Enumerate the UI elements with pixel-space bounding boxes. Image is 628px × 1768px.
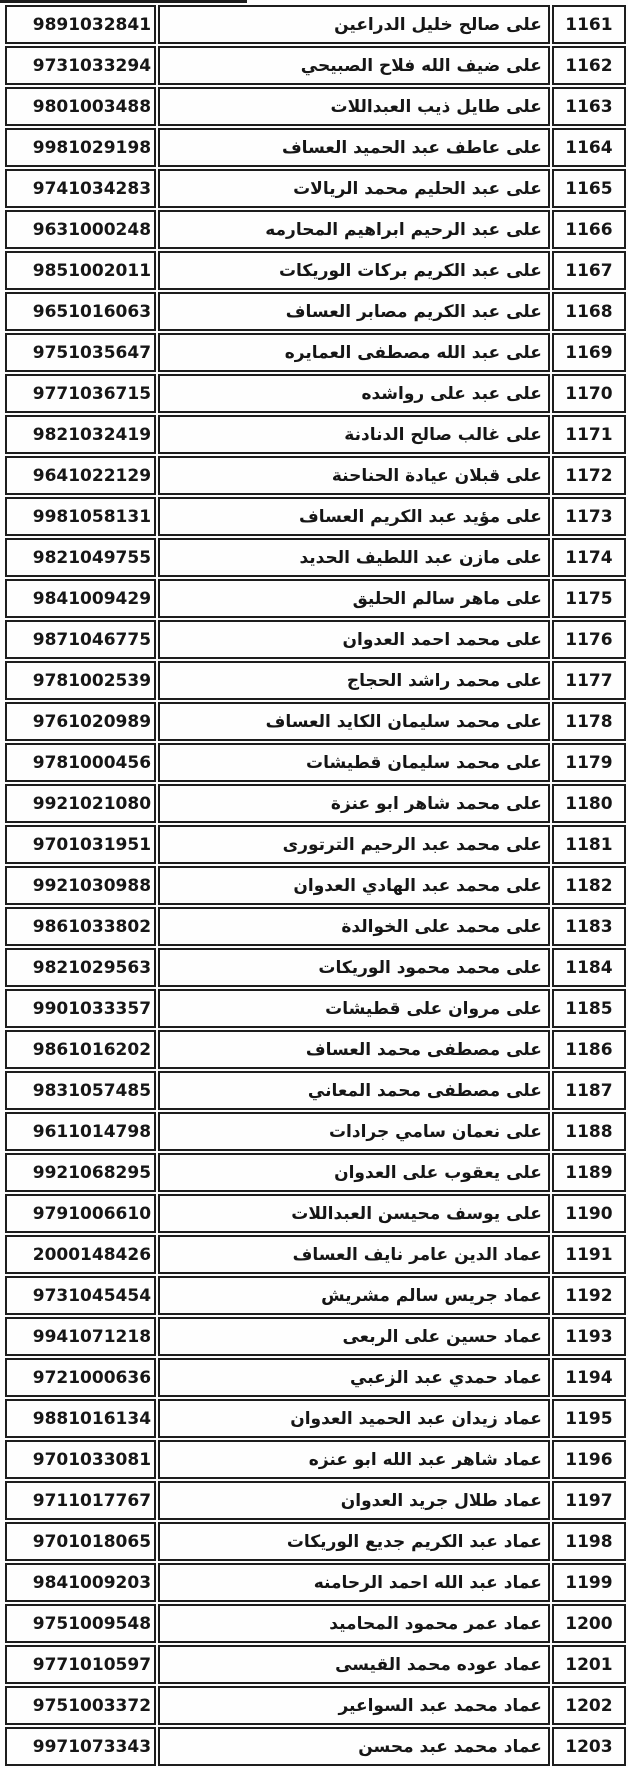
national-id-cell: 9871046775	[5, 620, 156, 659]
name-cell: على محمد شاهر ابو عنزة	[158, 784, 550, 823]
national-id-cell: 9901033357	[5, 989, 156, 1028]
name-cell: عماد محمد عبد السواعير	[158, 1686, 550, 1725]
table-row	[5, 538, 626, 577]
row-number-cell: 1162	[552, 46, 626, 85]
table-row	[5, 497, 626, 536]
table-row	[5, 907, 626, 946]
row-number-cell: 1184	[552, 948, 626, 987]
name-cell: على عبد الكريم بركات الوريكات	[158, 251, 550, 290]
name-cell: على مؤيد عبد الكريم العساف	[158, 497, 550, 536]
name-cell: عماد شاهر عبد الله ابو عنزه	[158, 1440, 550, 1479]
row-number-cell: 1182	[552, 866, 626, 905]
row-number-cell: 1174	[552, 538, 626, 577]
row-number-cell: 1169	[552, 333, 626, 372]
table-row	[5, 948, 626, 987]
national-id-cell: 9731045454	[5, 1276, 156, 1315]
name-cell: عماد حسين على الربعى	[158, 1317, 550, 1356]
national-id-cell: 9841009203	[5, 1563, 156, 1602]
row-number-cell: 1194	[552, 1358, 626, 1397]
table-row	[5, 292, 626, 331]
row-number-cell: 1186	[552, 1030, 626, 1069]
name-cell: على عبد الرحيم ابراهيم المحارمه	[158, 210, 550, 249]
table-row	[5, 1235, 626, 1274]
table-row	[5, 5, 626, 44]
national-id-cell: 9781002539	[5, 661, 156, 700]
table-row	[5, 784, 626, 823]
row-number-cell: 1192	[552, 1276, 626, 1315]
national-id-cell: 2000148426	[5, 1235, 156, 1274]
national-id-cell: 9841009429	[5, 579, 156, 618]
table-row	[5, 1030, 626, 1069]
table-row	[5, 210, 626, 249]
national-id-cell: 9651016063	[5, 292, 156, 331]
table-row	[5, 1727, 626, 1766]
table-row	[5, 866, 626, 905]
table-row	[5, 702, 626, 741]
row-number-cell: 1166	[552, 210, 626, 249]
table-row	[5, 579, 626, 618]
national-id-cell: 9741034283	[5, 169, 156, 208]
name-cell: على مصطفى محمد المعاني	[158, 1071, 550, 1110]
name-cell: على محمد سليمان قطيشات	[158, 743, 550, 782]
name-cell: عماد عبد الله احمد الرحامنه	[158, 1563, 550, 1602]
table-row	[5, 989, 626, 1028]
name-cell: على يعقوب على العدوان	[158, 1153, 550, 1192]
row-number-cell: 1176	[552, 620, 626, 659]
row-number-cell: 1189	[552, 1153, 626, 1192]
table-row	[5, 1153, 626, 1192]
row-number-cell: 1200	[552, 1604, 626, 1643]
row-number-cell: 1167	[552, 251, 626, 290]
national-id-cell: 9981029198	[5, 128, 156, 167]
name-cell: على نعمان سامي جرادات	[158, 1112, 550, 1151]
row-number-cell: 1191	[552, 1235, 626, 1274]
row-number-cell: 1172	[552, 456, 626, 495]
row-number-cell: 1168	[552, 292, 626, 331]
name-cell: عماد عوده محمد القيسى	[158, 1645, 550, 1684]
name-cell: عماد عمر محمود المحاميد	[158, 1604, 550, 1643]
row-number-cell: 1188	[552, 1112, 626, 1151]
roster-table	[3, 3, 628, 1768]
national-id-cell: 9941071218	[5, 1317, 156, 1356]
row-number-cell: 1165	[552, 169, 626, 208]
national-id-cell: 9771010597	[5, 1645, 156, 1684]
table-row	[5, 87, 626, 126]
name-cell: على محمد احمد العدوان	[158, 620, 550, 659]
national-id-cell: 9921068295	[5, 1153, 156, 1192]
name-cell: على مازن عبد اللطيف الحديد	[158, 538, 550, 577]
table-row	[5, 1481, 626, 1520]
name-cell: على ضيف الله فلاح الصبيحي	[158, 46, 550, 85]
row-number-cell: 1180	[552, 784, 626, 823]
name-cell: على محمد محمود الوريكات	[158, 948, 550, 987]
national-id-cell: 9701033081	[5, 1440, 156, 1479]
national-id-cell: 9751003372	[5, 1686, 156, 1725]
national-id-cell: 9861033802	[5, 907, 156, 946]
table-row	[5, 1645, 626, 1684]
national-id-cell: 9821049755	[5, 538, 156, 577]
row-number-cell: 1161	[552, 5, 626, 44]
table-row	[5, 1686, 626, 1725]
row-number-cell: 1185	[552, 989, 626, 1028]
name-cell: على عبد على رواشده	[158, 374, 550, 413]
table-row	[5, 1071, 626, 1110]
name-cell: على صالح خليل الدراعين	[158, 5, 550, 44]
national-id-cell: 9921021080	[5, 784, 156, 823]
national-id-cell: 9791006610	[5, 1194, 156, 1233]
name-cell: على غالب صالح الدنادنة	[158, 415, 550, 454]
table-row	[5, 1112, 626, 1151]
table-row	[5, 1440, 626, 1479]
row-number-cell: 1171	[552, 415, 626, 454]
national-id-cell: 9731033294	[5, 46, 156, 85]
row-number-cell: 1173	[552, 497, 626, 536]
row-number-cell: 1201	[552, 1645, 626, 1684]
table-row	[5, 1358, 626, 1397]
table-row	[5, 46, 626, 85]
national-id-cell: 9971073343	[5, 1727, 156, 1766]
national-id-cell: 9761020989	[5, 702, 156, 741]
row-number-cell: 1181	[552, 825, 626, 864]
name-cell: على عبد الكريم مصابر العساف	[158, 292, 550, 331]
table-row	[5, 128, 626, 167]
table-row	[5, 1317, 626, 1356]
row-number-cell: 1197	[552, 1481, 626, 1520]
national-id-cell: 9821029563	[5, 948, 156, 987]
row-number-cell: 1196	[552, 1440, 626, 1479]
table-row	[5, 251, 626, 290]
name-cell: عماد الدين عامر نايف العساف	[158, 1235, 550, 1274]
national-id-cell: 9921030988	[5, 866, 156, 905]
national-id-cell: 9641022129	[5, 456, 156, 495]
table-row	[5, 415, 626, 454]
name-cell: عماد جريس سالم مشريش	[158, 1276, 550, 1315]
name-cell: على مروان على قطيشات	[158, 989, 550, 1028]
row-number-cell: 1163	[552, 87, 626, 126]
national-id-cell: 9891032841	[5, 5, 156, 44]
table-row	[5, 620, 626, 659]
national-id-cell: 9981058131	[5, 497, 156, 536]
table-row	[5, 743, 626, 782]
table-row	[5, 1522, 626, 1561]
national-id-cell: 9711017767	[5, 1481, 156, 1520]
row-number-cell: 1170	[552, 374, 626, 413]
national-id-cell: 9611014798	[5, 1112, 156, 1151]
name-cell: على محمد سليمان الكايد العساف	[158, 702, 550, 741]
roster-table-body	[5, 5, 626, 1766]
table-row	[5, 333, 626, 372]
row-number-cell: 1199	[552, 1563, 626, 1602]
name-cell: عماد زيدان عبد الحميد العدوان	[158, 1399, 550, 1438]
name-cell: عماد طلال جريد العدوان	[158, 1481, 550, 1520]
national-id-cell: 9881016134	[5, 1399, 156, 1438]
row-number-cell: 1203	[552, 1727, 626, 1766]
table-row	[5, 1276, 626, 1315]
national-id-cell: 9851002011	[5, 251, 156, 290]
national-id-cell: 9801003488	[5, 87, 156, 126]
table-row	[5, 1399, 626, 1438]
row-number-cell: 1202	[552, 1686, 626, 1725]
row-number-cell: 1183	[552, 907, 626, 946]
name-cell: على يوسف محيسن العبداللات	[158, 1194, 550, 1233]
national-id-cell: 9821032419	[5, 415, 156, 454]
name-cell: على طايل ذيب العبداللات	[158, 87, 550, 126]
row-number-cell: 1195	[552, 1399, 626, 1438]
name-cell: على محمد على الخوالدة	[158, 907, 550, 946]
national-id-cell: 9751009548	[5, 1604, 156, 1643]
name-cell: على عاطف عبد الحميد العساف	[158, 128, 550, 167]
name-cell: على محمد عبد الرحيم الترتورى	[158, 825, 550, 864]
table-row	[5, 1194, 626, 1233]
national-id-cell: 9861016202	[5, 1030, 156, 1069]
row-number-cell: 1190	[552, 1194, 626, 1233]
table-row	[5, 456, 626, 495]
row-number-cell: 1198	[552, 1522, 626, 1561]
national-id-cell: 9831057485	[5, 1071, 156, 1110]
row-number-cell: 1187	[552, 1071, 626, 1110]
name-cell: على محمد راشد الحجاج	[158, 661, 550, 700]
name-cell: على قبلان عيادة الحناحنة	[158, 456, 550, 495]
row-number-cell: 1164	[552, 128, 626, 167]
name-cell: عماد حمدي عبد الزعبي	[158, 1358, 550, 1397]
table-row	[5, 374, 626, 413]
national-id-cell: 9781000456	[5, 743, 156, 782]
row-number-cell: 1178	[552, 702, 626, 741]
name-cell: على عبد الحليم محمد الريالات	[158, 169, 550, 208]
row-number-cell: 1193	[552, 1317, 626, 1356]
name-cell: على مصطفى محمد العساف	[158, 1030, 550, 1069]
table-row	[5, 1563, 626, 1602]
row-number-cell: 1177	[552, 661, 626, 700]
national-id-cell: 9631000248	[5, 210, 156, 249]
national-id-cell: 9701031951	[5, 825, 156, 864]
name-cell: على ماهر سالم الحليق	[158, 579, 550, 618]
name-cell: على محمد عبد الهادي العدوان	[158, 866, 550, 905]
name-cell: عماد محمد عبد محسن	[158, 1727, 550, 1766]
table-row	[5, 1604, 626, 1643]
table-row	[5, 661, 626, 700]
table-row	[5, 169, 626, 208]
table-row	[5, 825, 626, 864]
national-id-cell: 9751035647	[5, 333, 156, 372]
row-number-cell: 1175	[552, 579, 626, 618]
national-id-cell: 9721000636	[5, 1358, 156, 1397]
row-number-cell: 1179	[552, 743, 626, 782]
national-id-cell: 9771036715	[5, 374, 156, 413]
name-cell: عماد عبد الكريم جديع الوريكات	[158, 1522, 550, 1561]
national-id-cell: 9701018065	[5, 1522, 156, 1561]
name-cell: على عبد الله مصطفى العمايره	[158, 333, 550, 372]
